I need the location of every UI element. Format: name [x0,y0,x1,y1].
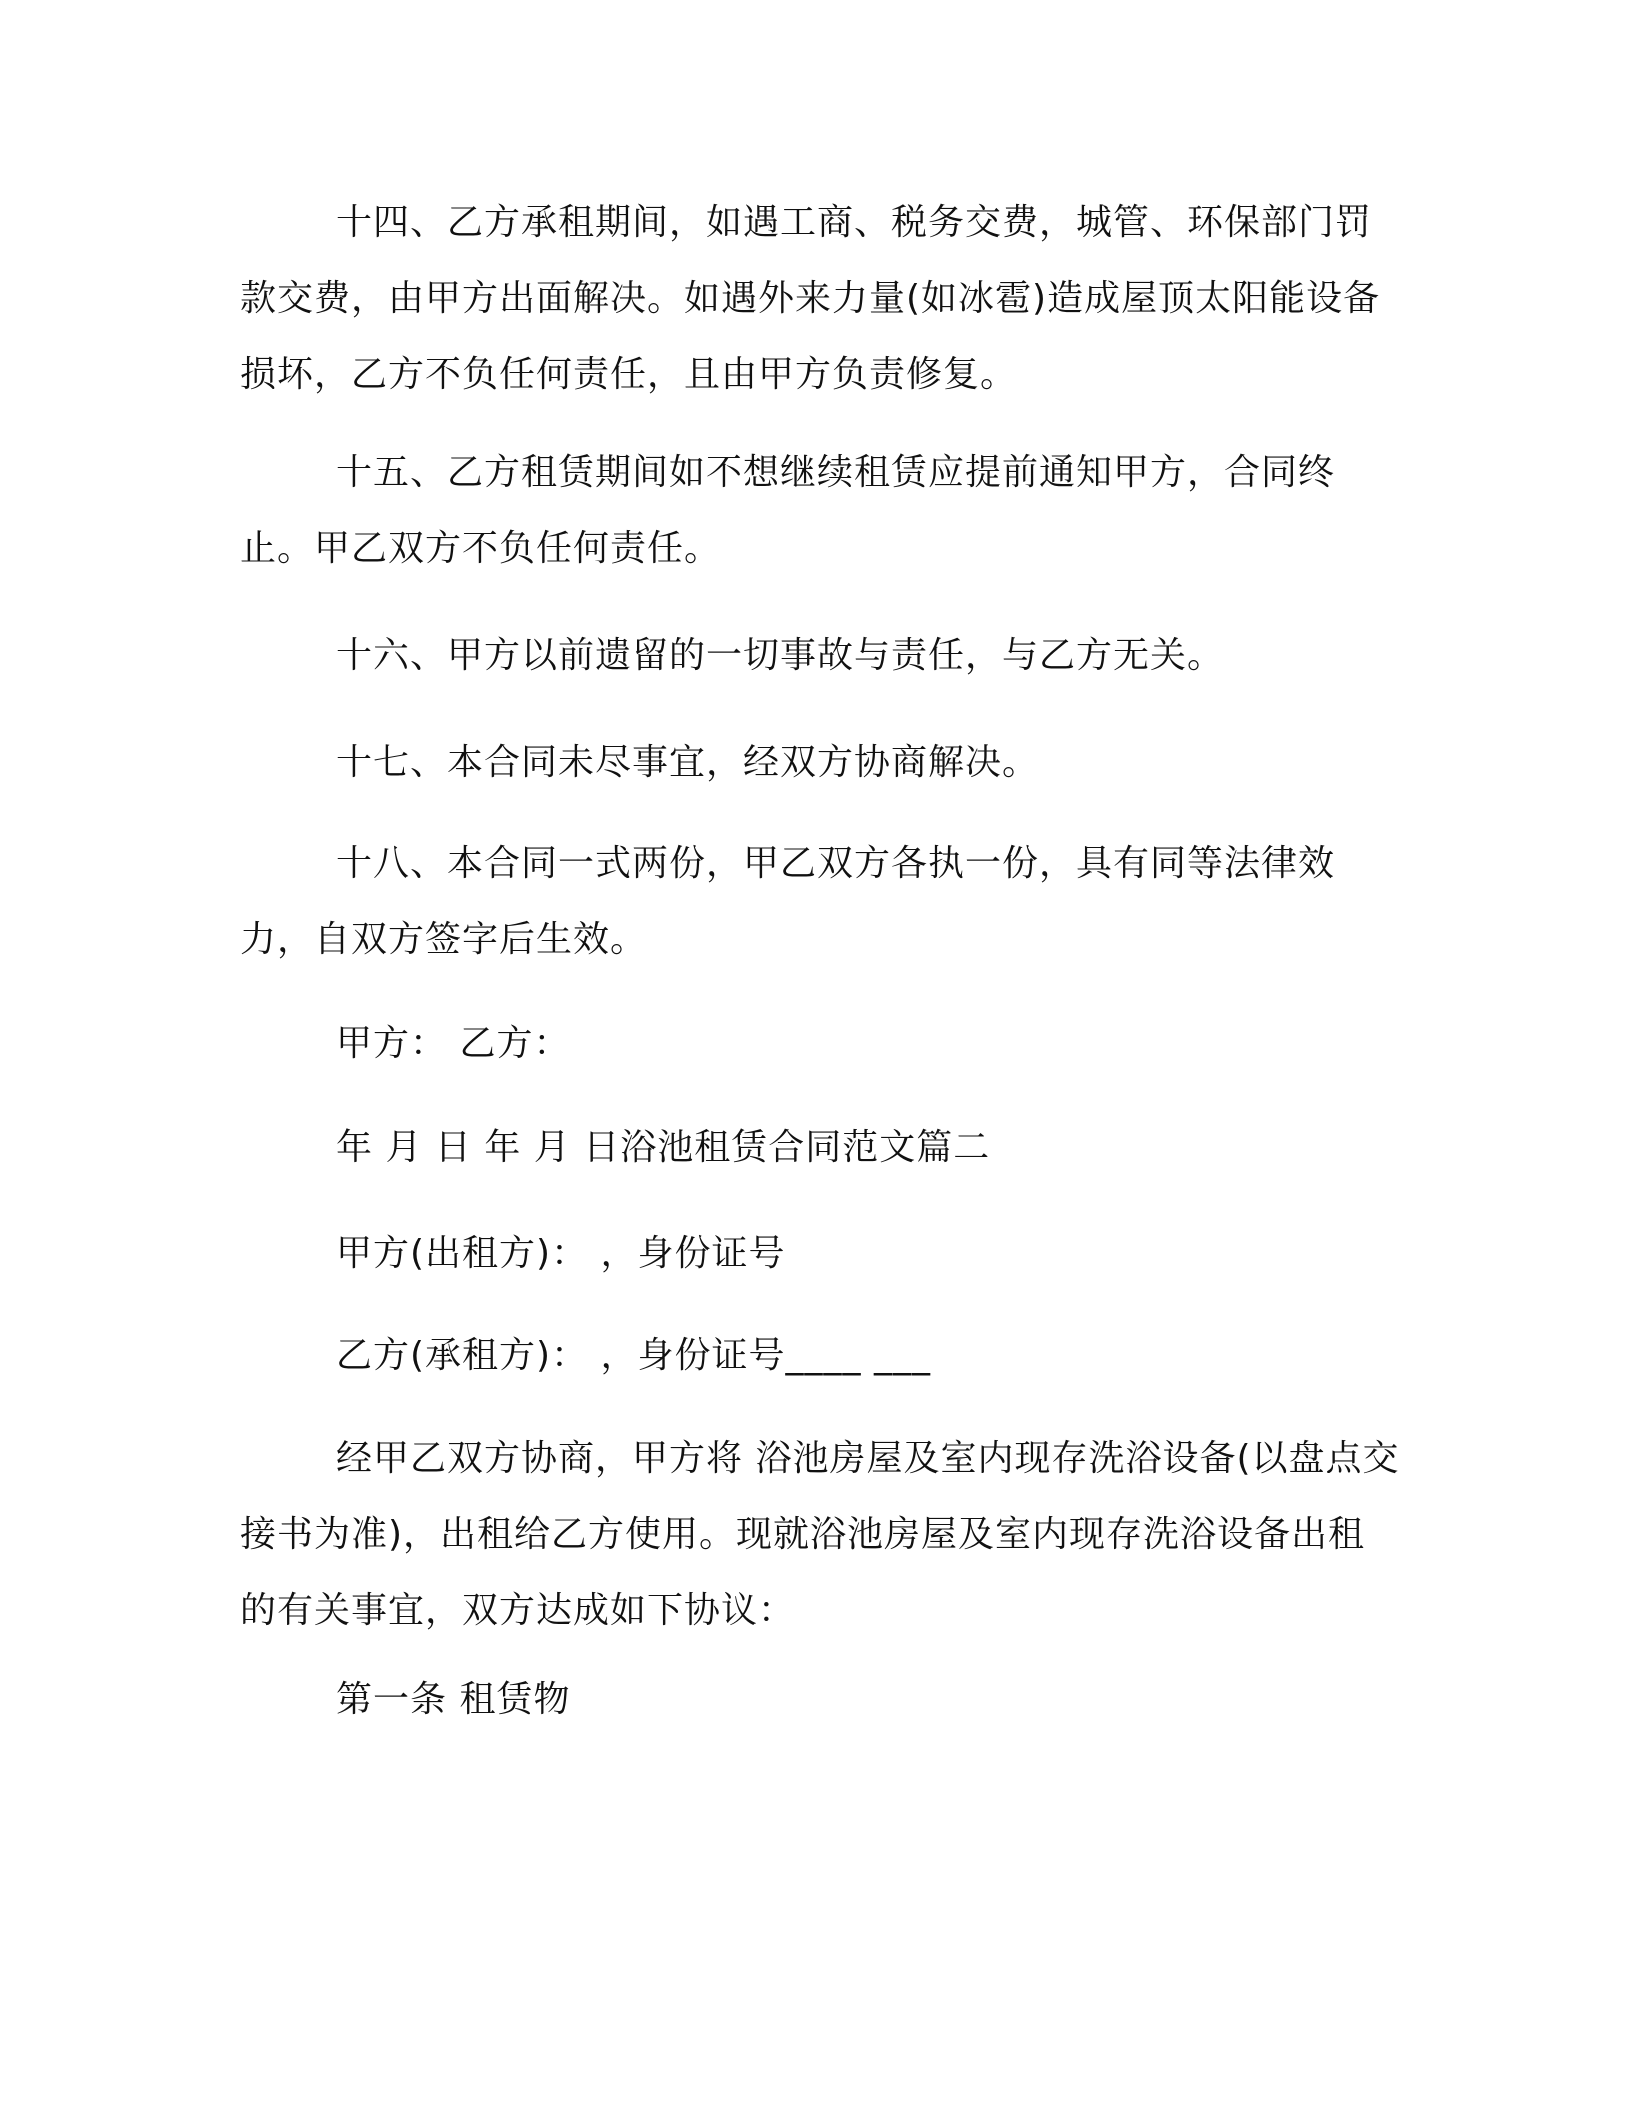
date-line-and-title: 年 月 日 年 月 日浴池租赁合同范文篇二 [336,1127,991,1168]
clause-14: 十四、乙方承租期间，如遇工商、税务交费，城管、环保部门罚款交费，由甲方出面解决。如遇外来力量(如冰雹)造成屋顶太阳能设备损坏，乙方不负任何责任，且由甲方负责修复。 [240,202,1381,395]
agreement-intro: 经甲乙双方协商，甲方将 浴池房屋及室内现存洗浴设备(以盘点交接书为准)，出租给乙方使用。现就浴池房屋及室内现存洗浴设备出租的有关事宜，双方达成如下协议： [240,1438,1400,1631]
clause-15: 十五、乙方租赁期间如不想继续租赁应提前通知甲方，合同终止。甲乙双方不负任何责任。 [240,452,1336,569]
clause-18: 十八、本合同一式两份，甲乙双方各执一份，具有同等法律效力，自双方签字后生效。 [240,843,1336,960]
article-1-heading: 第一条 租赁物 [336,1679,571,1720]
party-a-line: 甲方(出租方)： ，身份证号 [336,1233,786,1274]
signature-parties: 甲方： 乙方： [336,1023,571,1064]
clause-17: 十七、本合同未尽事宜，经双方协商解决。 [336,742,1040,783]
clause-16: 十六、甲方以前遗留的一切事故与责任，与乙方无关。 [336,635,1225,676]
party-b-line: 乙方(承租方)： ，身份证号____ ___ [336,1335,931,1376]
